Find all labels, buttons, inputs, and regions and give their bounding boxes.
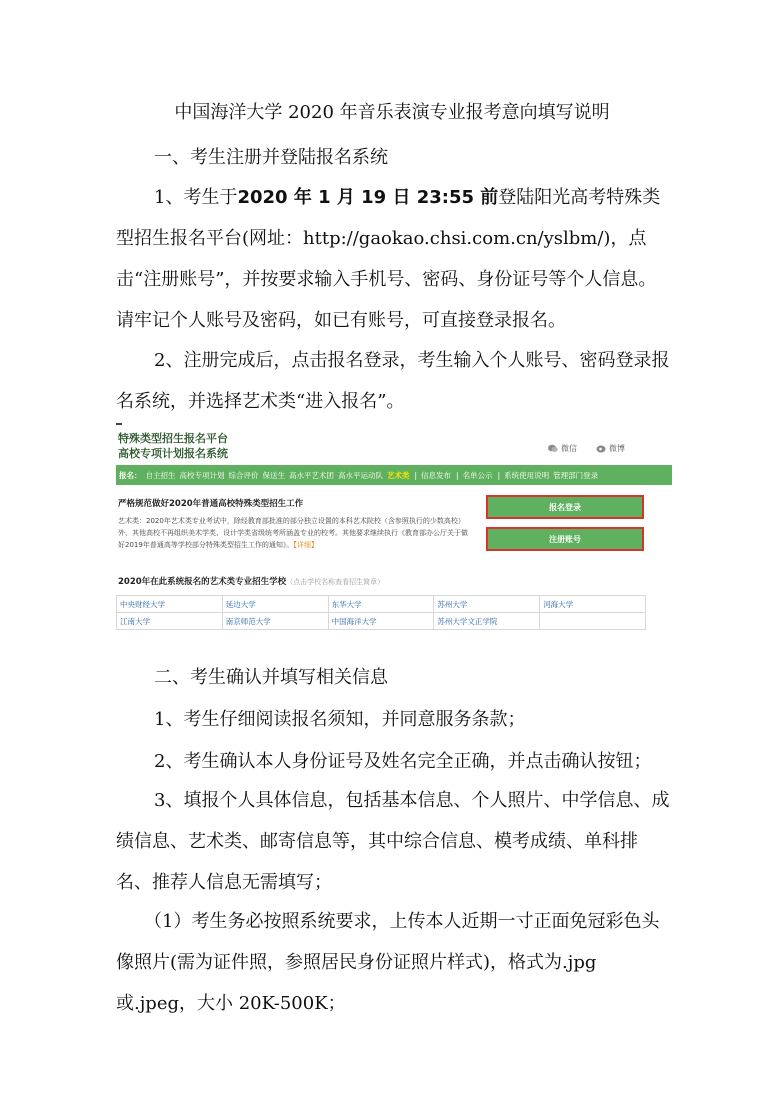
nav-item-zizhu[interactable]: 自主招生 [145,470,176,480]
nav-separator: | [414,470,418,480]
schools-hint: （点击学校名称查看招生简章） [286,578,385,586]
nav-item-baosong[interactable]: 保送生 [262,470,285,480]
registration-deadline: 2020 年 1 月 19 日 23:55 前 [237,187,499,208]
school-link[interactable]: 江南大学 [117,613,223,630]
register-button[interactable]: 注册账号 [486,527,644,551]
schools-title [118,575,384,587]
platform-brand-subtitle: 高校专项计划报名系统 [118,447,228,460]
notice-title[interactable]: 严格规范做好2020年普通高校特殊类型招生工作 [118,499,304,509]
nav-item-zhuanxiang[interactable]: 高校专项计划 [179,470,225,480]
schools-table [116,595,646,630]
nav-item-yishutuan[interactable]: 高水平艺术团 [289,470,334,480]
weixin-link[interactable] [548,443,577,454]
school-link[interactable]: 河海大学 [540,596,646,613]
section2-heading: 二、考生确认并填写相关信息 [154,667,388,688]
schools-title-text: 2020年在此系统报名的艺术类专业招生学校 [118,577,287,587]
table-row [117,596,646,613]
notice-text: 艺术类：2020年艺术类专业考试中，除经教育部批准的部分独立设置的本科艺术院校（含参照执行的少数高校）外，其他高校不再组织美术学类、设计学类省级统考所涵盖专业的校考。其他要求继续执行《教育部办公厅关于做好2019年普通高等学校部分特殊类型招生工作的通知》。 [118,517,468,549]
nav-info[interactable]: 信息发布 [421,470,452,480]
section1-item2: 2、注册完成后，点击报名登录，考生输入个人账号、密码登录报名系统，并选择艺术类“进入报名”。 [116,350,670,412]
section2-item3: 3、填报个人具体信息，包括基本信息、个人照片、中学信息、成绩信息、艺术类、邮寄信息等，其中综合信息、模考成绩、单科排名、推荐人信息无需填写； [116,790,670,893]
nav-list[interactable]: 名单公示 [462,470,493,480]
weixin-icon [548,444,558,453]
nav-label: 报名： [119,470,142,480]
nav-admin[interactable]: 管理部门登录 [553,470,599,480]
nav-separator: | [497,470,501,480]
school-link[interactable]: 中国海洋大学 [328,613,434,630]
platform-nav-bar [116,465,672,485]
platform-brand-title: 特殊类型招生报名平台 [118,432,228,445]
notice-more-link[interactable]: 【详细】 [293,541,318,549]
platform-screenshot [116,425,672,637]
section2-sub1: （1）考生务必按照系统要求，上传本人近期一寸正面免冠彩色头像照片(需为证件照，参照居民身份证照片样式)，格式为.jpg 或.jpeg，大小 20K-500K； [116,911,660,1014]
login-button[interactable]: 报名登录 [486,495,644,519]
document-title: 中国海洋大学 2020 年音乐表演专业报考意向填写说明 [174,102,610,123]
school-link[interactable]: 中央财经大学 [117,596,223,613]
school-link[interactable]: 南京师范大学 [222,613,328,630]
school-link[interactable]: 东华大学 [328,596,434,613]
section1-heading: 一、考生注册并登陆报名系统 [154,147,388,168]
school-link[interactable]: 延边大学 [222,596,328,613]
school-link-empty [540,613,646,630]
item1-post: 登陆阳光高考特殊类型招生报名平台(网址：http://gaokao.chsi.com.cn/yslbm/)，点击“注册账号”，并按要求输入手机号、密码、身份证号等个人信息。请牢记个人账号及密码，如已有账号，可直接登录报名。 [116,187,661,331]
notice-body [118,515,470,551]
item1-pre: 1、考生于 [154,187,238,208]
weibo-link[interactable] [596,443,625,454]
nav-item-yundongdui[interactable]: 高水平运动队 [338,470,383,480]
decorative-tick [116,423,122,425]
section1-item1 [116,177,672,341]
nav-separator: | [456,470,459,480]
nav-item-zonghe[interactable]: 综合评价 [228,470,259,480]
section2-item2: 2、考生确认本人身份证号及姓名完全正确，并点击确认按钮； [154,751,652,772]
section2-item1: 1、考生仔细阅读报名须知，并同意服务条款； [154,709,526,730]
weibo-icon [596,444,606,453]
weixin-label: 微信 [561,444,577,453]
school-link[interactable]: 苏州大学 [434,596,540,613]
nav-item-art-selected[interactable]: 艺术类 [387,470,410,480]
table-row [117,613,646,630]
nav-help[interactable]: 系统使用说明 [504,470,550,480]
weibo-label: 微博 [609,444,625,453]
school-link[interactable]: 苏州大学文正学院 [434,613,540,630]
